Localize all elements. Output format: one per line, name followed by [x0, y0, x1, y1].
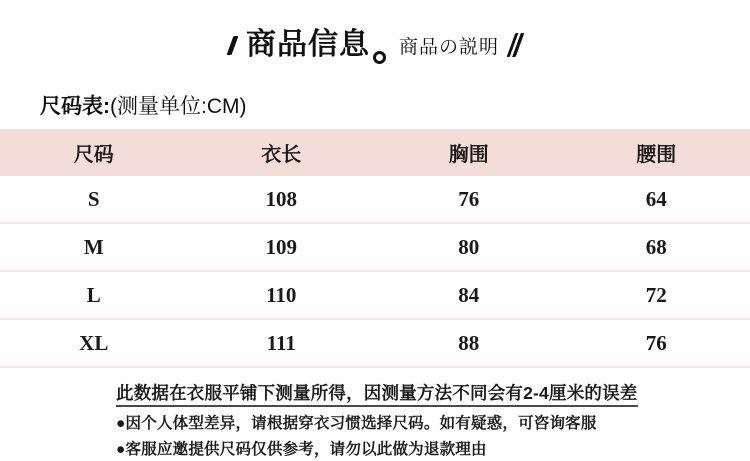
- size-table-body: [0, 176, 750, 367]
- cell-length: 110: [188, 271, 376, 319]
- table-row: [0, 271, 750, 319]
- cell-bust: 88: [375, 319, 563, 367]
- ideographic-period-icon: [373, 51, 386, 64]
- column-header-waist: 腰围: [563, 129, 750, 176]
- page-subtitle-japanese: 商品の説明: [398, 36, 499, 58]
- cell-size: L: [0, 271, 188, 319]
- column-header-bust: 胸围: [375, 129, 563, 176]
- cell-length: 109: [188, 223, 376, 271]
- measurement-disclaimer: 此数据在衣服平铺下测量所得，因测量方法不同会有2-4厘米的误差: [116, 383, 638, 407]
- measurement-unit-note: (测量单位:CM): [110, 95, 247, 118]
- column-header-size: 尺码: [0, 129, 188, 176]
- cell-bust: 84: [375, 271, 563, 319]
- service-note-refund: ●客服应邀提供尺码仅供参考，请勿以此做为退款理由: [116, 441, 487, 458]
- cell-waist: 68: [563, 223, 750, 271]
- cell-length: 108: [188, 176, 376, 223]
- column-header-length: 衣长: [188, 129, 376, 176]
- cell-bust: 76: [375, 176, 563, 223]
- service-note-fit: ●因个人体型差异，请根据穿衣习惯选择尺码。如有疑惑，可咨询客服: [116, 415, 597, 432]
- cell-size: M: [0, 223, 188, 271]
- cell-length: 111: [188, 319, 376, 367]
- table-row: [0, 176, 750, 223]
- page-title: 商品信息: [245, 28, 370, 61]
- left-slash-icon: [227, 36, 239, 55]
- size-chart-label-text: 尺码表:: [40, 95, 110, 118]
- cell-size: XL: [0, 319, 188, 367]
- size-table: [0, 129, 750, 368]
- right-slash-icon: [507, 33, 525, 57]
- cell-waist: 72: [563, 271, 750, 319]
- product-info-header: [0, 0, 750, 67]
- header-row: [0, 129, 750, 176]
- cell-waist: 64: [563, 176, 750, 223]
- table-row: [0, 319, 750, 367]
- cell-bust: 80: [375, 223, 563, 271]
- notes-section: [116, 383, 646, 459]
- size-chart-label: [40, 94, 750, 120]
- cell-waist: 76: [563, 319, 750, 367]
- table-row: [0, 223, 750, 271]
- cell-size: S: [0, 176, 188, 223]
- size-table-header: [0, 129, 750, 176]
